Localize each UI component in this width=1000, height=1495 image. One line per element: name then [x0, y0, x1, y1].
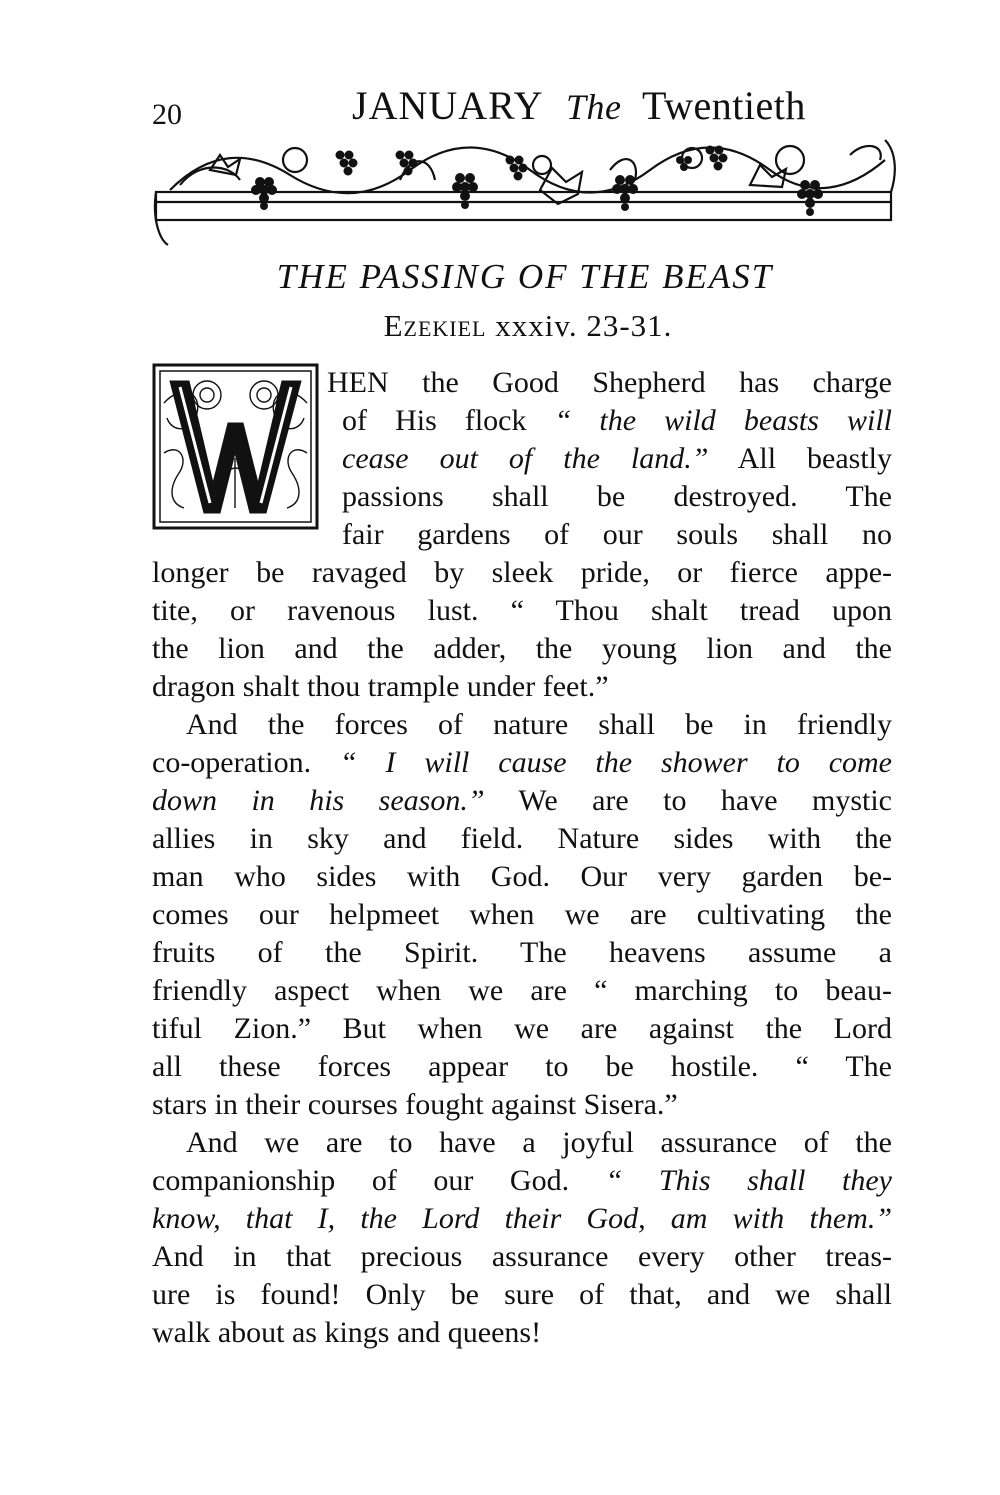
drop-cap-w — [152, 363, 319, 530]
text-line — [152, 934, 892, 972]
line-text: longer be ravaged by sleek pride, or fierce appe- — [152, 556, 892, 589]
text-line — [152, 1276, 892, 1314]
reference-book: Ezekiel — [383, 308, 487, 343]
line-text: stars in their courses fought against Sisera.” — [152, 1088, 678, 1121]
scripture-reference — [28, 308, 1000, 344]
text-line — [152, 820, 892, 858]
text-line — [152, 858, 892, 896]
italic-quotation: “ This shall they — [605, 1164, 892, 1197]
grapevine-ornament — [150, 130, 900, 250]
line-text: walk about as kings and queens! — [152, 1316, 542, 1349]
text-line — [152, 1238, 892, 1276]
text-line — [186, 706, 892, 744]
line-text: allies in sky and field. Nature sides with the — [152, 822, 892, 855]
line-text: We are to have mystic — [484, 784, 892, 817]
line-text: And we are to have a joyful assurance of the — [186, 1126, 892, 1159]
text-line — [152, 554, 892, 592]
line-text: fruits of the Spirit. The heavens assume a — [152, 936, 892, 969]
chapter-title: THE PASSING OF THE BEAST — [276, 257, 774, 296]
line-text: passions shall be destroyed. The — [342, 480, 892, 513]
line-text: comes our helpmeet when we are cultivating the — [152, 898, 892, 931]
text-line — [152, 972, 892, 1010]
text-line — [152, 1010, 892, 1048]
italic-quotation: cease out of the land.” — [342, 442, 709, 475]
text-line — [342, 402, 892, 440]
text-line — [152, 782, 892, 820]
line-text: the lion and the adder, the young lion and the — [152, 632, 892, 665]
italic-quotation: know, that I, the Lord their God, am with them.” — [152, 1202, 892, 1235]
text-line — [152, 1200, 892, 1238]
text-line — [327, 364, 892, 402]
text-line — [152, 630, 892, 668]
text-line — [152, 668, 609, 706]
line-text: tiful Zion.” But when we are against the Lord — [152, 1012, 892, 1045]
line-text: And the forces of nature shall be in friendly — [186, 708, 892, 741]
line-text: dragon shalt thou trample under feet.” — [152, 670, 609, 703]
italic-quotation: “ I will cause the shower to come — [339, 746, 892, 779]
line-text: ure is found! Only be sure of that, and we shall — [152, 1278, 892, 1311]
line-text: All beastly — [708, 442, 893, 475]
line-text: tite, or ravenous lust. “ Thou shalt tread upon — [152, 594, 892, 627]
text-line — [152, 592, 892, 630]
line-text: of His flock — [342, 404, 555, 437]
running-head — [352, 82, 806, 129]
line-text: HEN the Good Shepherd has charge — [327, 366, 892, 399]
line-text: man who sides with God. Our very garden be- — [152, 860, 892, 893]
italic-quotation: “ the wild beasts will — [554, 404, 892, 437]
page-number: 20 — [152, 98, 182, 131]
text-line — [152, 1048, 892, 1086]
reference-verses: xxxiv. 23-31. — [495, 308, 673, 343]
line-text: companionship of our God. — [152, 1164, 606, 1197]
line-text: co-operation. — [152, 746, 340, 779]
text-line — [342, 440, 892, 478]
running-head-the: The — [565, 87, 622, 127]
running-head-day: Twentieth — [641, 83, 806, 128]
text-line — [152, 1314, 541, 1352]
text-line — [152, 1162, 892, 1200]
text-line — [342, 516, 892, 554]
line-text: And in that precious assurance every other treas- — [152, 1240, 892, 1273]
text-line — [152, 1086, 678, 1124]
italic-quotation: down in his season.” — [152, 784, 485, 817]
line-text: fair gardens of our souls shall no — [342, 518, 892, 551]
line-text: friendly aspect when we are “ marching to beau- — [152, 974, 892, 1007]
text-line — [152, 744, 892, 782]
running-head-month: JANUARY — [352, 83, 544, 128]
text-line — [342, 478, 892, 516]
line-text: all these forces appear to be hostile. “ The — [152, 1050, 892, 1083]
text-line — [152, 896, 892, 934]
text-line — [186, 1124, 892, 1162]
